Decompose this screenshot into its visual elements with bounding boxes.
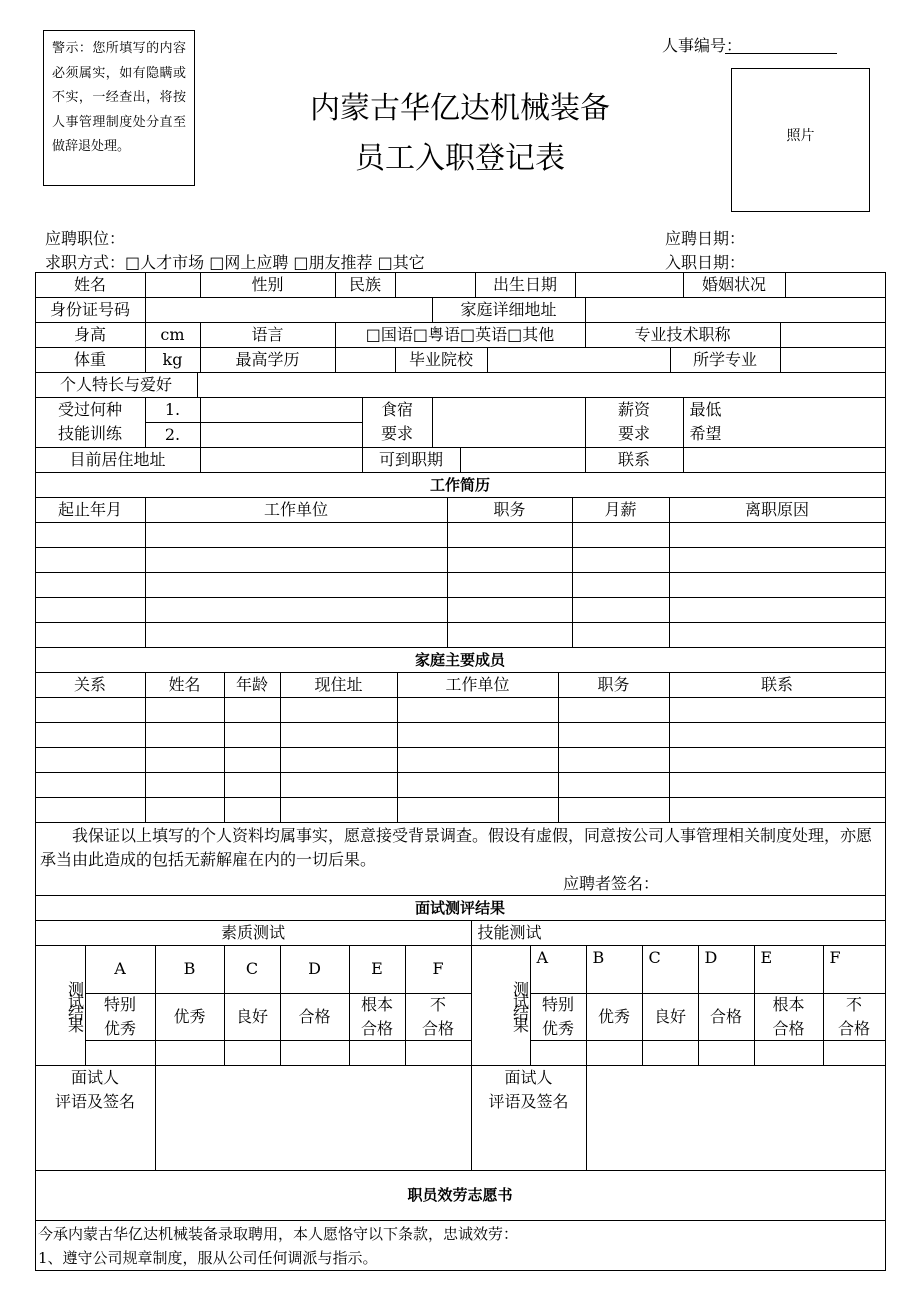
label-cur-addr: 目前居住地址: [35, 447, 201, 473]
work-cell[interactable]: [35, 547, 146, 573]
field-home-addr[interactable]: [585, 297, 886, 323]
field-major[interactable]: [780, 347, 886, 373]
training-1-no: 1.: [145, 397, 201, 423]
label-school: 毕业院校: [395, 347, 488, 373]
work-cell[interactable]: [145, 522, 448, 548]
label-education: 最高学历: [200, 347, 336, 373]
work-cell[interactable]: [669, 597, 886, 623]
family-cell[interactable]: [224, 747, 281, 773]
quality-check-cell[interactable]: [280, 1040, 350, 1066]
skill-check-cell[interactable]: [754, 1040, 824, 1066]
quality-check-cell[interactable]: [85, 1040, 156, 1066]
family-header: 联系: [669, 672, 886, 698]
family-cell[interactable]: [397, 772, 559, 798]
work-header: 起止年月: [35, 497, 146, 523]
field-cur-addr[interactable]: [200, 447, 363, 473]
quality-level: 良好: [224, 993, 281, 1041]
skill-grade: B: [586, 945, 643, 994]
quality-test-label: 素质测试: [35, 920, 472, 946]
pledge-title: 职员效劳志愿书: [35, 1170, 886, 1221]
work-cell[interactable]: [447, 622, 573, 648]
work-cell[interactable]: [669, 572, 886, 598]
family-cell[interactable]: [35, 797, 146, 823]
family-cell[interactable]: [669, 697, 886, 723]
family-cell[interactable]: [397, 797, 559, 823]
quality-check-cell[interactable]: [405, 1040, 472, 1066]
family-cell[interactable]: [669, 722, 886, 748]
quality-level: 优秀: [155, 993, 225, 1041]
quality-grade: F: [405, 945, 472, 994]
skill-level: 合格: [698, 993, 755, 1041]
label-marital: 婚姻状况: [683, 272, 786, 298]
family-cell[interactable]: [397, 747, 559, 773]
work-cell[interactable]: [572, 622, 670, 648]
field-ethnicity[interactable]: [395, 272, 476, 298]
work-header: 离职原因: [669, 497, 886, 523]
work-cell[interactable]: [447, 547, 573, 573]
quality-level: 不 合格: [405, 993, 472, 1041]
quality-interviewer-field[interactable]: [155, 1065, 472, 1171]
position-label: 应聘职位：: [45, 229, 126, 248]
work-cell[interactable]: [447, 572, 573, 598]
apply-date-label: 应聘日期：: [665, 229, 746, 248]
skill-grade: C: [642, 945, 699, 994]
training-2-no: 2.: [145, 422, 201, 448]
family-cell[interactable]: [397, 722, 559, 748]
work-cell[interactable]: [572, 522, 670, 548]
company-title: 内蒙古华亿达机械装备: [310, 91, 610, 126]
field-title[interactable]: [780, 322, 886, 348]
family-cell[interactable]: [224, 797, 281, 823]
work-cell[interactable]: [447, 522, 573, 548]
channel-options[interactable]: 求职方式：□人才市场 □网上应聘 □朋友推荐 □其它: [45, 253, 425, 272]
skill-grade: F: [823, 945, 886, 994]
field-contact[interactable]: [683, 447, 886, 473]
label-training: 受过何种 技能训练: [35, 397, 146, 448]
unit-cm: cm: [145, 322, 201, 348]
skill-level: 优秀: [586, 993, 643, 1041]
label-available: 可到职期: [362, 447, 461, 473]
skill-test-label: 技能测试: [471, 920, 886, 946]
salary-range: 最低 希望: [683, 397, 886, 448]
quality-grade: D: [280, 945, 350, 994]
family-header: 现住址: [280, 672, 398, 698]
work-cell[interactable]: [145, 622, 448, 648]
family-cell[interactable]: [224, 697, 281, 723]
field-education[interactable]: [335, 347, 396, 373]
family-cell[interactable]: [35, 697, 146, 723]
family-cell[interactable]: [145, 722, 225, 748]
family-cell[interactable]: [558, 697, 670, 723]
family-cell[interactable]: [280, 747, 398, 773]
work-cell[interactable]: [35, 572, 146, 598]
label-ethnicity: 民族: [335, 272, 396, 298]
quality-level: 根本 合格: [349, 993, 406, 1041]
label-gender: 性别: [200, 272, 336, 298]
family-cell[interactable]: [35, 747, 146, 773]
family-header: 关系: [35, 672, 146, 698]
work-header: 职务: [447, 497, 573, 523]
personnel-no-field[interactable]: [725, 53, 837, 54]
work-cell[interactable]: [572, 547, 670, 573]
photo-box[interactable]: 照片: [731, 68, 870, 212]
family-cell[interactable]: [669, 772, 886, 798]
skill-result-label: 测试结果: [471, 945, 531, 1066]
label-salary: 薪资 要求: [585, 397, 684, 448]
family-cell[interactable]: [145, 697, 225, 723]
field-school[interactable]: [487, 347, 671, 373]
family-header: 工作单位: [397, 672, 559, 698]
work-cell[interactable]: [35, 522, 146, 548]
work-cell[interactable]: [669, 622, 886, 648]
label-weight: 体重: [35, 347, 146, 373]
field-training-2[interactable]: [200, 422, 363, 448]
label-contact: 联系: [585, 447, 684, 473]
skill-check-cell[interactable]: [823, 1040, 886, 1066]
family-cell[interactable]: [558, 722, 670, 748]
skill-level: 特别 优秀: [530, 993, 587, 1041]
family-cell[interactable]: [224, 772, 281, 798]
work-cell[interactable]: [35, 622, 146, 648]
label-home-addr: 家庭详细地址: [432, 297, 586, 323]
field-birth[interactable]: [575, 272, 684, 298]
skill-grade: D: [698, 945, 755, 994]
skill-level: 良好: [642, 993, 699, 1041]
family-header: 姓名: [145, 672, 225, 698]
work-history-title: 工作简历: [35, 472, 886, 498]
field-id[interactable]: [145, 297, 433, 323]
work-cell[interactable]: [447, 597, 573, 623]
quality-grade: C: [224, 945, 281, 994]
quality-interviewer-label: 面试人 评语及签名: [35, 1065, 156, 1171]
label-name: 姓名: [35, 272, 146, 298]
family-cell[interactable]: [145, 797, 225, 823]
quality-result-label: 测试结果: [35, 945, 86, 1066]
skill-interviewer-label: 面试人 评语及签名: [471, 1065, 587, 1171]
field-marital[interactable]: [785, 272, 886, 298]
skill-check-cell[interactable]: [642, 1040, 699, 1066]
work-cell[interactable]: [145, 547, 448, 573]
field-training-1[interactable]: [200, 397, 363, 423]
quality-grade: B: [155, 945, 225, 994]
family-cell[interactable]: [145, 747, 225, 773]
family-cell[interactable]: [669, 747, 886, 773]
label-id: 身份证号码: [35, 297, 146, 323]
skill-check-cell[interactable]: [698, 1040, 755, 1066]
work-header: 月薪: [572, 497, 670, 523]
family-cell[interactable]: [558, 747, 670, 773]
signature-label: 应聘者签名：: [563, 874, 660, 893]
skill-level: 根本 合格: [754, 993, 824, 1041]
label-hobby: 个人特长与爱好: [35, 372, 198, 398]
label-title: 专业技术职称: [585, 322, 781, 348]
label-height: 身高: [35, 322, 146, 348]
label-birth: 出生日期: [475, 272, 576, 298]
skill-level: 不 合格: [823, 993, 886, 1041]
family-cell[interactable]: [280, 697, 398, 723]
field-name[interactable]: [145, 272, 201, 298]
pledge-line-1: 今承内蒙古华亿达机械装备录取聘用，本人愿恪守以下条款，忠诚效劳：: [38, 1225, 519, 1243]
family-header: 年龄: [224, 672, 281, 698]
family-cell[interactable]: [280, 797, 398, 823]
family-cell[interactable]: [280, 772, 398, 798]
quality-level: 合格: [280, 993, 350, 1041]
quality-check-cell[interactable]: [224, 1040, 281, 1066]
family-title: 家庭主要成员: [35, 647, 886, 673]
work-cell[interactable]: [145, 597, 448, 623]
warning-box: 警示：您所填写的内容必须属实，如有隐瞒或不实，一经查出，将按人事管理制度处分直至做辞退处理。: [43, 30, 195, 186]
interview-title: 面试测评结果: [35, 895, 886, 921]
work-cell[interactable]: [669, 522, 886, 548]
work-cell[interactable]: [572, 572, 670, 598]
pledge-line-2: 1、遵守公司规章制度，服从公司任何调派与指示。: [38, 1249, 378, 1267]
quality-check-cell[interactable]: [155, 1040, 225, 1066]
field-board[interactable]: [432, 397, 586, 448]
label-language: 语言: [200, 322, 336, 348]
skill-interviewer-field[interactable]: [586, 1065, 886, 1171]
work-cell[interactable]: [35, 597, 146, 623]
field-available[interactable]: [460, 447, 586, 473]
family-cell[interactable]: [280, 722, 398, 748]
work-header: 工作单位: [145, 497, 448, 523]
family-cell[interactable]: [35, 722, 146, 748]
label-board: 食宿 要求: [362, 397, 433, 448]
unit-kg: kg: [145, 347, 201, 373]
family-cell[interactable]: [558, 797, 670, 823]
family-cell[interactable]: [669, 797, 886, 823]
field-hobby[interactable]: [197, 372, 886, 398]
quality-grade: E: [349, 945, 406, 994]
skill-grade: A: [530, 945, 587, 994]
family-cell[interactable]: [35, 772, 146, 798]
skill-grade: E: [754, 945, 824, 994]
work-cell[interactable]: [572, 597, 670, 623]
quality-check-cell[interactable]: [349, 1040, 406, 1066]
language-options: □国语□粤语□英语□其他: [335, 322, 586, 348]
work-cell[interactable]: [145, 572, 448, 598]
family-cell[interactable]: [558, 772, 670, 798]
personnel-no-label: 人事编号：: [662, 36, 743, 55]
family-cell[interactable]: [224, 722, 281, 748]
statement-text: 我保证以上填写的个人资料均属事实，愿意接受背景调查。假设有虚假，同意按公司人事管理相关制度处理，亦愿承当由此造成的包括无薪解雇在内的一切后果。: [40, 826, 873, 869]
skill-check-cell[interactable]: [586, 1040, 643, 1066]
form-title: 员工入职登记表: [355, 141, 565, 176]
family-cell[interactable]: [397, 697, 559, 723]
quality-level: 特别 优秀: [85, 993, 156, 1041]
skill-check-cell[interactable]: [530, 1040, 587, 1066]
entry-date-label: 入职日期：: [665, 253, 746, 272]
quality-grade: A: [85, 945, 156, 994]
family-cell[interactable]: [145, 772, 225, 798]
family-header: 职务: [558, 672, 670, 698]
label-major: 所学专业: [670, 347, 781, 373]
work-cell[interactable]: [669, 547, 886, 573]
